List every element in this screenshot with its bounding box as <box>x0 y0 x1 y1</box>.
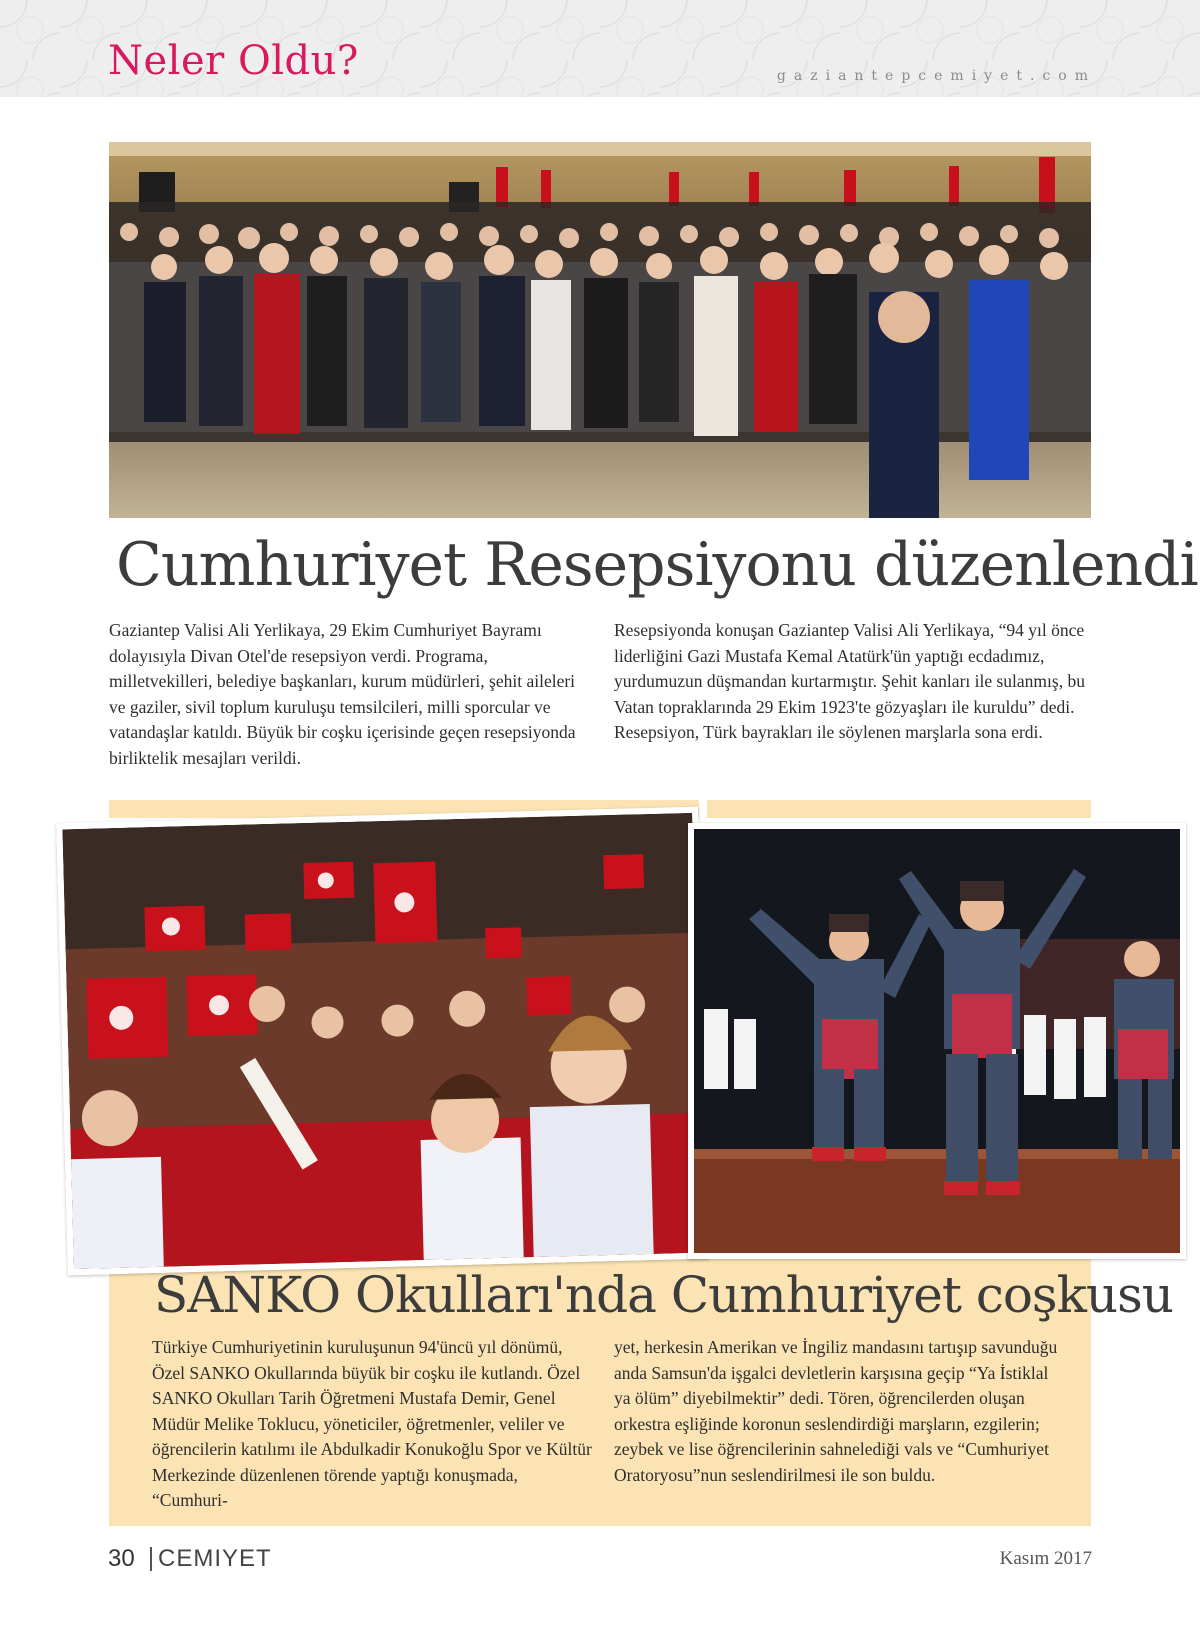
children-waving-flags-photo <box>56 807 710 1276</box>
footer-divider <box>150 1547 152 1571</box>
article2-column-left: Türkiye Cumhuriyetinin kuruluşunun 94'üncü yıl dönümü, Özel SANKO Okullarında büyük bir coşku ile kutlandı. Özel SANKO Okulları Tarih Öğretmeni Mustafa Demir, Genel Müdür Melike Toklucu, yöneticiler, öğretmenler, veliler ve öğrencilerin katılımı ile Abdulkadir Konukoğlu Spor ve Kültür Merkezinde düzenlenen törende yaptığı konuşmada, “Cumhuri- <box>152 1337 592 1510</box>
page-number: 30 <box>108 1545 135 1572</box>
article1-column-left: Gaziantep Valisi Ali Yerlikaya, 29 Ekim Cumhuriyet Bayramı dolayısıyla Divan Otel'de resepsiyon verdi. Programa, milletvekilleri, belediye başkanları, kurum müdürleri, şehit aileleri ve gaziler, sivil toplum kuruluşu temsilcileri, milli sporcular ve vatandaşlar katıldı. Büyük bir coşku içerisinde geçen resepsiyonda birliktelik mesajları verildi. <box>109 620 576 768</box>
article2-column-right: yet, herkesin Amerikan ve İngiliz mandasını tartışıp savunduğu anda Samsun'da işgalci devletlerin karşısına geçip “Ya İstiklal ya ölüm” diyebilmektir” dedi. Tören, öğrencilerden oluşan orkestra eşliğinde koronun seslendirdiği marşların, ezgilerin; zeybek ve lise öğrencilerinin sahnelediği vals ve “Cumhuriyet Oratoryosu”nun seslendirilmesi ile son buldu. <box>614 1337 1058 1485</box>
reception-crowd-photo <box>109 142 1091 518</box>
site-url: gaziantepcemiyet.com <box>776 68 1096 84</box>
magazine-name: CEMIYET <box>158 1545 272 1572</box>
section-title: Neler Oldu? <box>108 38 359 84</box>
beige-band-right <box>707 800 1091 818</box>
article1-headline: Cumhuriyet Resepsiyonu düzenlendi <box>116 530 1198 600</box>
page-header <box>0 0 1200 97</box>
article1-column-right: Resepsiyonda konuşan Gaziantep Valisi Ali Yerlikaya, “94 yıl önce liderliğini Gazi Mustafa Kemal Atatürk'ün yaptığı ecdadımız, yurdumuzun düşmandan kurtarmıştır. Şehit kanları ile sulanmış, bu Vatan topraklarında 29 Ekim 1923'te gözyaşları ile kuruldu” dedi. Resepsiyon, Türk bayrakları ile söylenen marşlarla sona erdi. <box>614 620 1085 742</box>
article2-headline: SANKO Okulları'nda Cumhuriyet coşkusu <box>154 1266 1173 1324</box>
issue-date: Kasım 2017 <box>999 1548 1092 1569</box>
zeybek-dancers-photo <box>688 823 1186 1259</box>
